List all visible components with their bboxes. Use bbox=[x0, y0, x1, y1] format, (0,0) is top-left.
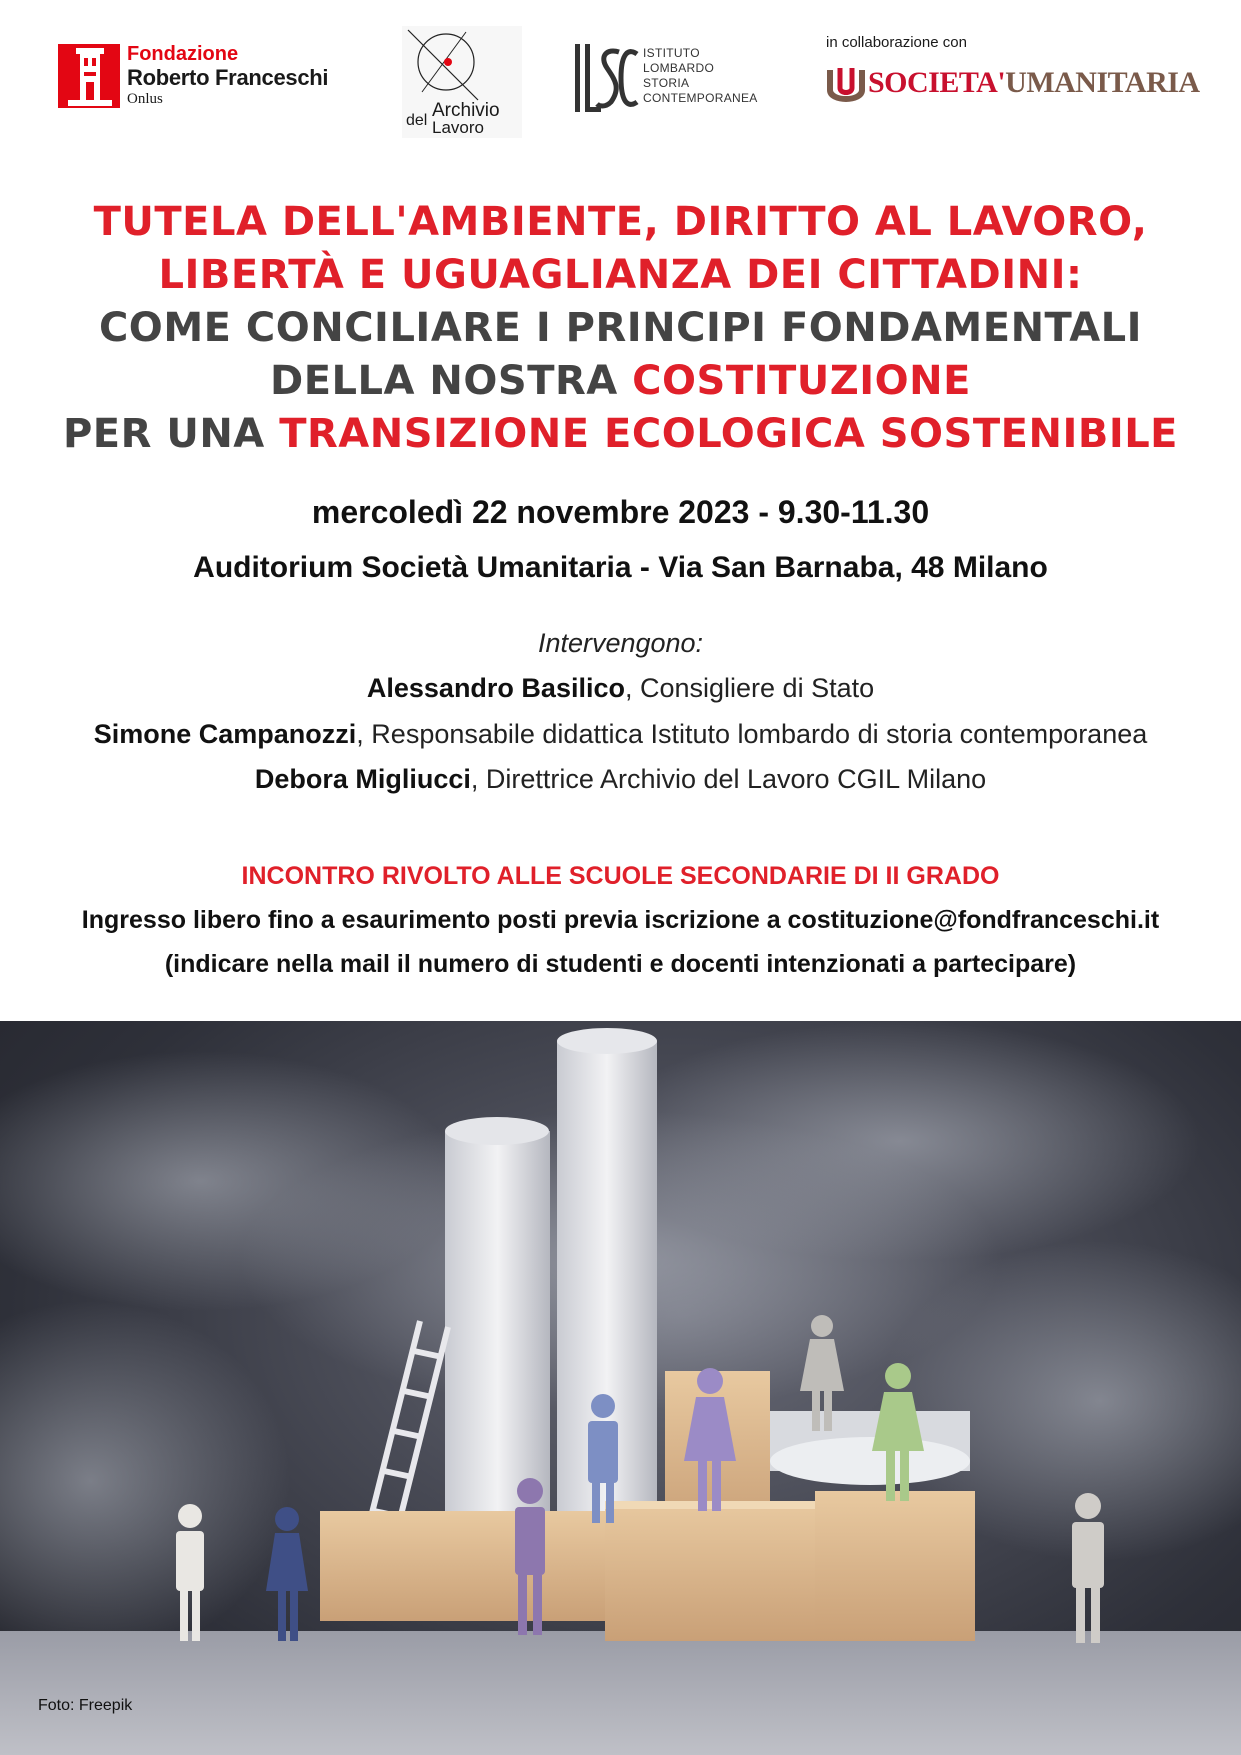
collaboration-label: in collaborazione con bbox=[826, 34, 967, 51]
title-line-4-grey: DELLA NOSTRA bbox=[270, 358, 633, 404]
archivio-emblem-icon bbox=[402, 26, 522, 106]
ilsc-name bbox=[643, 46, 758, 106]
fondazione-line3: Onlus bbox=[127, 91, 163, 107]
title-line-5-red: TRANSIZIONE ECOLOGICA SOSTENIBILE bbox=[279, 411, 1179, 457]
ilsc-line: ISTITUTO bbox=[643, 46, 700, 60]
title-line-4 bbox=[0, 355, 1241, 408]
ilsc-mark-icon bbox=[575, 44, 641, 112]
ilsc-line: LOMBARDO bbox=[643, 61, 715, 75]
speaker-row bbox=[0, 673, 1241, 704]
title-line-1: TUTELA DELL'AMBIENTE, DIRITTO AL LAVORO, bbox=[93, 199, 1148, 245]
speaker-name: Alessandro Basilico bbox=[366, 673, 625, 703]
umanitaria-part1: SOCIETA' bbox=[868, 66, 1006, 99]
event-date: mercoledì 22 novembre 2023 - 9.30-11.30 bbox=[311, 494, 930, 530]
archivio-de: del bbox=[406, 112, 428, 129]
event-photo bbox=[0, 1021, 1241, 1755]
archivio-word: Archivio bbox=[432, 100, 500, 121]
speaker-name: Simone Campanozzi bbox=[93, 719, 357, 749]
photo-illustration bbox=[0, 1021, 1241, 1755]
title-line-5-grey: PER UNA bbox=[62, 411, 280, 457]
tower-icon bbox=[58, 44, 120, 108]
fondazione-line2: Roberto Franceschi bbox=[127, 65, 329, 90]
speaker-row bbox=[0, 764, 1241, 795]
event-title bbox=[0, 196, 1241, 461]
speakers-label: Intervengono: bbox=[537, 628, 704, 658]
fondazione-franceschi-logo bbox=[58, 44, 358, 110]
speaker-role: , Direttrice Archivio del Lavoro CGIL Milano bbox=[470, 764, 987, 794]
speaker-role: , Responsabile didattica Istituto lombardo di storia contemporanea bbox=[356, 719, 1148, 749]
photo-credit: Foto: Freepik bbox=[38, 1697, 133, 1714]
ilsc-logo bbox=[575, 44, 775, 112]
logo-bar bbox=[0, 0, 1241, 150]
umanitaria-part2: UMANITARIA bbox=[1005, 66, 1200, 99]
title-line-3: COME CONCILIARE I PRINCIPI FONDAMENTALI bbox=[98, 305, 1143, 351]
registration-info: Ingresso libero fino a esaurimento posti previa iscrizione a costituzione@fondfranceschi.it bbox=[81, 906, 1160, 934]
umanitaria-emblem-icon bbox=[826, 64, 866, 108]
fondazione-line1: Fondazione bbox=[127, 43, 239, 65]
lavoro-word: Lavoro bbox=[432, 118, 484, 137]
archivio-lavoro-logo bbox=[402, 26, 522, 138]
title-line-2: LIBERTÀ E UGUAGLIANZA DEI CITTADINI: bbox=[158, 252, 1083, 298]
speaker-role: , Consigliere di Stato bbox=[624, 673, 875, 703]
registration-note: (indicare nella mail il numero di studenti e docenti intenzionati a partecipare) bbox=[164, 950, 1077, 978]
speaker-name: Debora Migliucci bbox=[254, 764, 471, 794]
ilsc-line: CONTEMPORANEA bbox=[643, 91, 758, 105]
ilsc-line: STORIA bbox=[643, 76, 690, 90]
speaker-row bbox=[0, 719, 1241, 750]
societa-umanitaria-logo bbox=[826, 64, 1200, 108]
event-place: Auditorium Società Umanitaria - Via San Barnaba, 48 Milano bbox=[193, 551, 1048, 584]
title-line-5 bbox=[0, 408, 1241, 461]
title-line-4-red: COSTITUZIONE bbox=[632, 358, 971, 404]
audience-notice: INCONTRO RIVOLTO ALLE SCUOLE SECONDARIE DI II GRADO bbox=[241, 862, 1000, 890]
